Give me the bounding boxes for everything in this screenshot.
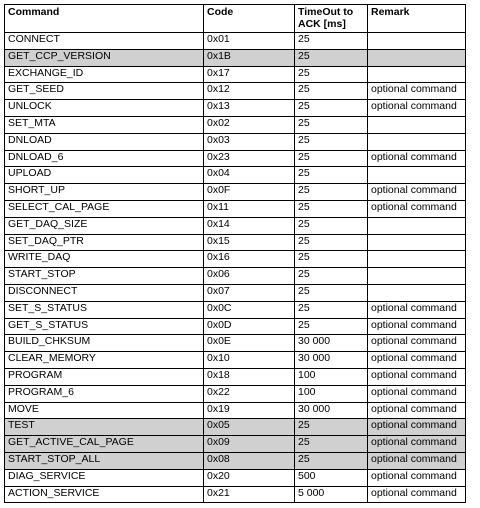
cell-code: 0x07 [204,284,295,301]
cell-remark [368,234,466,251]
cell-code: 0x14 [204,217,295,234]
cell-remark: optional command [368,335,466,352]
cell-code: 0x09 [204,436,295,453]
cell-timeout: 25 [295,217,368,234]
table-row [5,352,466,369]
header-remark: Remark [368,5,466,33]
table-row [5,49,466,66]
header-timeout: TimeOut to ACK [ms] [295,5,368,33]
cell-remark [368,66,466,83]
cell-command: SHORT_UP [5,184,204,201]
table-row [5,318,466,335]
cell-command: UPLOAD [5,167,204,184]
cell-code: 0x0F [204,184,295,201]
cell-code: 0x22 [204,385,295,402]
table-row [5,284,466,301]
cell-command: PROGRAM [5,368,204,385]
table-header-row [5,5,466,33]
cell-remark: optional command [368,318,466,335]
cell-code: 0x03 [204,133,295,150]
table-row [5,100,466,117]
cell-command: DIAG_SERVICE [5,469,204,486]
table-row [5,268,466,285]
cell-command: ACTION_SERVICE [5,486,204,503]
cell-remark: optional command [368,469,466,486]
cell-code: 0x0C [204,301,295,318]
cell-code: 0x11 [204,200,295,217]
cell-remark [368,217,466,234]
cell-command: WRITE_DAQ [5,251,204,268]
cell-timeout: 25 [295,284,368,301]
cell-code: 0x0E [204,335,295,352]
cell-timeout: 25 [295,452,368,469]
cell-remark: optional command [368,452,466,469]
cell-code: 0x17 [204,66,295,83]
cell-remark [368,284,466,301]
table-row [5,486,466,503]
table-row [5,452,466,469]
cell-timeout: 25 [295,116,368,133]
cell-remark [368,167,466,184]
cell-command: SET_S_STATUS [5,301,204,318]
table-row [5,335,466,352]
cell-command: DNLOAD [5,133,204,150]
cell-timeout: 25 [295,167,368,184]
table-row [5,200,466,217]
cell-command: CONNECT [5,33,204,50]
table-row [5,385,466,402]
cell-remark [368,49,466,66]
table-row [5,436,466,453]
table-row [5,419,466,436]
cell-timeout: 25 [295,49,368,66]
table-row [5,167,466,184]
cell-remark: optional command [368,402,466,419]
cell-remark: optional command [368,385,466,402]
cell-command: SET_MTA [5,116,204,133]
cell-command: CLEAR_MEMORY [5,352,204,369]
cell-remark [368,251,466,268]
header-command: Command [5,5,204,33]
table-row [5,251,466,268]
cell-timeout: 100 [295,385,368,402]
cell-timeout: 25 [295,436,368,453]
table-row [5,234,466,251]
cell-timeout: 25 [295,251,368,268]
cell-code: 0x1B [204,49,295,66]
cell-timeout: 100 [295,368,368,385]
cell-timeout: 500 [295,469,368,486]
cell-timeout: 25 [295,184,368,201]
cell-command: EXCHANGE_ID [5,66,204,83]
cell-code: 0x13 [204,100,295,117]
cell-command: DNLOAD_6 [5,150,204,167]
table-row [5,133,466,150]
table-row [5,184,466,201]
cell-remark: optional command [368,436,466,453]
cell-timeout: 30 000 [295,402,368,419]
cell-timeout: 25 [295,268,368,285]
table-body [5,33,466,503]
cell-timeout: 25 [295,419,368,436]
cell-code: 0x23 [204,150,295,167]
header-code: Code [204,5,295,33]
cell-command: MOVE [5,402,204,419]
cell-code: 0x15 [204,234,295,251]
cell-command: GET_SEED [5,83,204,100]
cell-code: 0x18 [204,368,295,385]
table-row [5,83,466,100]
command-table [4,4,466,503]
cell-code: 0x0D [204,318,295,335]
table-row [5,116,466,133]
cell-code: 0x16 [204,251,295,268]
cell-timeout: 25 [295,83,368,100]
cell-command: SET_DAQ_PTR [5,234,204,251]
cell-timeout: 5 000 [295,486,368,503]
cell-remark [368,268,466,285]
cell-command: GET_ACTIVE_CAL_PAGE [5,436,204,453]
cell-command: START_STOP_ALL [5,452,204,469]
cell-timeout: 30 000 [295,352,368,369]
cell-command: TEST [5,419,204,436]
table-row [5,217,466,234]
cell-code: 0x19 [204,402,295,419]
cell-code: 0x01 [204,33,295,50]
cell-timeout: 25 [295,133,368,150]
cell-remark [368,133,466,150]
cell-command: SELECT_CAL_PAGE [5,200,204,217]
cell-timeout: 25 [295,100,368,117]
cell-timeout: 25 [295,234,368,251]
cell-remark: optional command [368,486,466,503]
cell-timeout: 25 [295,66,368,83]
cell-command: BUILD_CHKSUM [5,335,204,352]
table-row [5,368,466,385]
cell-timeout: 25 [295,301,368,318]
cell-timeout: 25 [295,150,368,167]
table-row [5,402,466,419]
cell-remark: optional command [368,368,466,385]
cell-command: PROGRAM_6 [5,385,204,402]
cell-timeout: 30 000 [295,335,368,352]
cell-command: GET_S_STATUS [5,318,204,335]
cell-command: DISCONNECT [5,284,204,301]
cell-remark: optional command [368,100,466,117]
cell-timeout: 25 [295,200,368,217]
table-row [5,33,466,50]
cell-timeout: 25 [295,33,368,50]
cell-code: 0x08 [204,452,295,469]
command-table-container [4,4,466,503]
table-row [5,469,466,486]
cell-remark: optional command [368,301,466,318]
table-row [5,301,466,318]
cell-code: 0x20 [204,469,295,486]
cell-code: 0x21 [204,486,295,503]
cell-remark: optional command [368,352,466,369]
cell-remark [368,33,466,50]
cell-timeout: 25 [295,318,368,335]
cell-code: 0x12 [204,83,295,100]
cell-remark: optional command [368,184,466,201]
cell-remark: optional command [368,83,466,100]
cell-remark: optional command [368,150,466,167]
cell-code: 0x06 [204,268,295,285]
cell-remark [368,116,466,133]
table-row [5,150,466,167]
cell-code: 0x04 [204,167,295,184]
cell-code: 0x10 [204,352,295,369]
cell-remark: optional command [368,419,466,436]
table-row [5,66,466,83]
cell-command: GET_CCP_VERSION [5,49,204,66]
cell-code: 0x05 [204,419,295,436]
cell-command: START_STOP [5,268,204,285]
cell-remark: optional command [368,200,466,217]
cell-code: 0x02 [204,116,295,133]
cell-command: GET_DAQ_SIZE [5,217,204,234]
cell-command: UNLOCK [5,100,204,117]
